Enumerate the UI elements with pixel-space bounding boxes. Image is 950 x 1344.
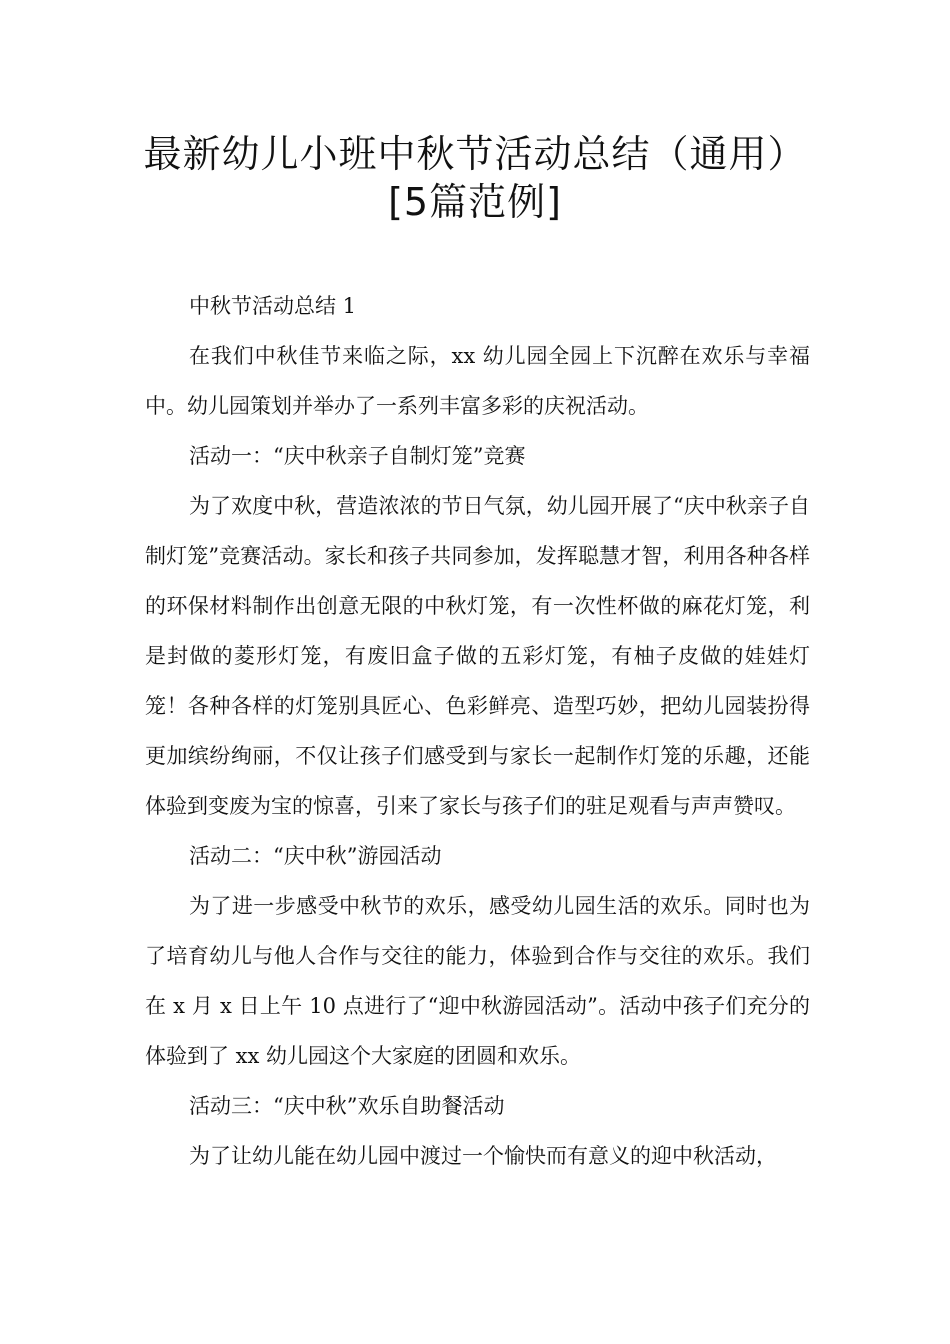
activity3-heading: 活动三：“庆中秋”欢乐自助餐活动	[189, 1094, 505, 1118]
document-body	[145, 281, 810, 1181]
activity2-heading: 活动二：“庆中秋”游园活动	[189, 844, 442, 868]
activity1-heading: 活动一：“庆中秋亲子自制灯笼”竞赛	[189, 444, 526, 468]
activity3-paragraph: 为了让幼儿能在幼儿园中渡过一个愉快而有意义的迎中秋活动，	[189, 1144, 777, 1168]
activity2-paragraph: 为了进一步感受中秋节的欢乐，感受幼儿园生活的欢乐。同时也为了培育幼儿与他人合作与交往的能力，体验到合作与交往的欢乐。我们在 x 月 x 日上午 10 点进行了“迎中秋游园活动”。活动中孩子们充分的体验到了 xx 幼儿园这个大家庭的团圆和欢乐。	[145, 894, 810, 1068]
section-heading: 中秋节活动总结 1	[189, 294, 357, 318]
activity1-paragraph: 为了欢度中秋，营造浓浓的节日气氛，幼儿园开展了“庆中秋亲子自制灯笼”竞赛活动。家长和孩子共同参加，发挥聪慧才智，利用各种各样的环保材料制作出创意无限的中秋灯笼，有一次性杯做的麻花灯笼，利是封做的菱形灯笼，有废旧盒子做的五彩灯笼，有柚子皮做的娃娃灯笼！各种各样的灯笼别具匠心、色彩鲜亮、造型巧妙，把幼儿园装扮得更加缤纷绚丽，不仅让孩子们感受到与家长一起制作灯笼的乐趣，还能体验到变废为宝的惊喜，引来了家长与孩子们的驻足观看与声声赞叹。	[145, 494, 810, 818]
document-title-line2: [5篇范例]	[388, 180, 562, 224]
document-title-line1: 最新幼儿小班中秋节活动总结（通用）	[143, 132, 807, 176]
intro-paragraph: 在我们中秋佳节来临之际，xx 幼儿园全园上下沉醉在欢乐与幸福中。幼儿园策划并举办了一系列丰富多彩的庆祝活动。	[145, 344, 810, 418]
